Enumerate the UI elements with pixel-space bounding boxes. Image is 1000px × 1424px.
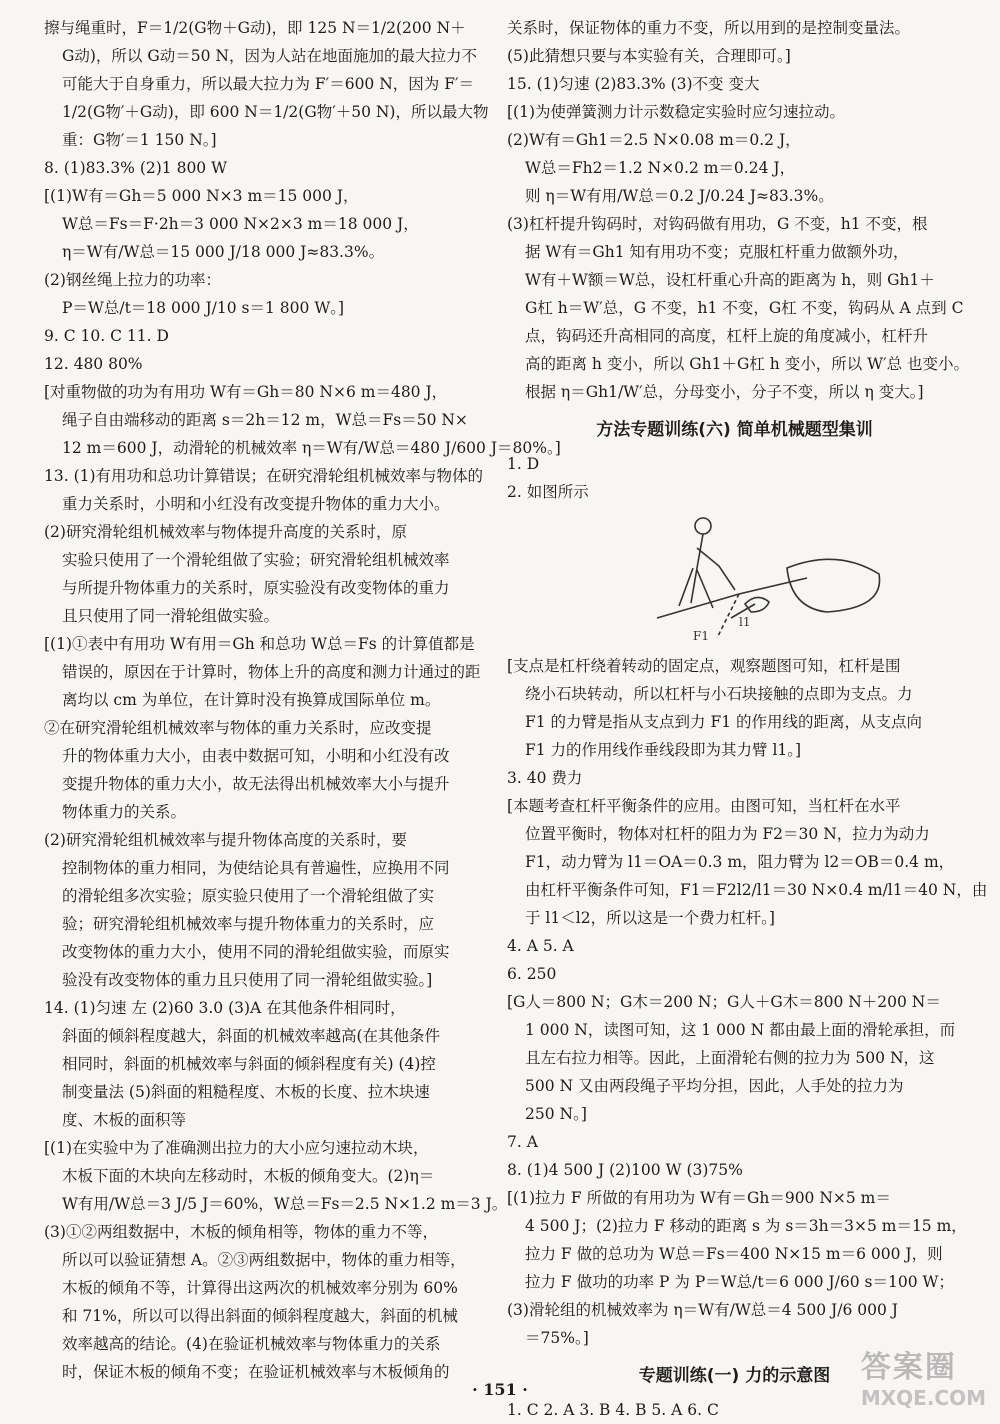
- text-line: (3)滑轮组的机械效率为 η＝W有/W总＝4 500 J/6 000 J: [507, 1301, 899, 1319]
- text-line: 关系时，保证物体的重力不变，所以用到的是控制变量法。: [507, 19, 911, 37]
- text-line: 点，钩码还升高相同的高度，杠杆上旋的角度减小，杠杆升: [525, 327, 929, 345]
- text-line: (2)W有＝Gh1＝2.5 N×0.08 m＝0.2 J，: [507, 131, 801, 149]
- text-line: 变提升物体的重力大小，故无法得出机械效率大小与提升: [62, 775, 450, 793]
- text-line: 12. 480 80%: [44, 355, 143, 373]
- section-title-method-6: 方法专题训练(六) 简单机械题型集训: [596, 420, 873, 440]
- text-line: 3. 40 费力: [507, 769, 583, 787]
- lever-diagram: [507, 508, 962, 648]
- text-line: 于 l1＜l2，所以这是一个费力杠杆。]: [525, 909, 775, 927]
- text-line: 2. 如图所示: [507, 483, 589, 501]
- text-line: 12 m＝600 J，动滑轮的机械效率 η＝W有/W总＝480 J/600 J＝80%。]: [62, 439, 561, 457]
- text-line: 擦与绳重时，F＝1/2(G物＋G动)，即 125 N＝1/2(200 N＋: [44, 19, 466, 37]
- text-line: 且左右拉力相等。因此，上面滑轮右侧的拉力为 500 N，这: [525, 1049, 935, 1067]
- text-line: 据 W有＝Gh1 知有用功不变；克服杠杆重力做额外功，: [525, 243, 909, 261]
- text-line: [(1)W有＝Gh＝5 000 N×3 m＝15 000 J，: [44, 187, 359, 205]
- text-line: 可能大于自身重力，所以最大拉力为 F′＝600 N，因为 F′＝: [62, 75, 474, 93]
- text-line: 则 η＝W有用/W总＝0.2 J/0.24 J≈83.3%。: [525, 187, 834, 205]
- text-line: 高的距离 h 变小，所以 Gh1＋G杠 h 变小，所以 W′总 也变小。: [525, 355, 970, 373]
- text-line: W有用/W总＝3 J/5 J＝60%，W总＝Fs＝2.5 N×1.2 m＝3 J。: [62, 1195, 508, 1213]
- text-line: 和 71%，所以可以得出斜面的倾斜程度越大，斜面的机械: [62, 1307, 458, 1325]
- text-line: 1. D: [507, 455, 540, 473]
- watermark-logo: [861, 1342, 986, 1410]
- text-line: 实验只使用了一个滑轮组做了实验；研究滑轮组机械效率: [62, 551, 450, 569]
- text-line: F1 力的作用线作垂线段即为其力臂 l1。]: [525, 741, 802, 759]
- text-line: W有＋W额＝W总，设杠杆重心升高的距离为 h，则 Gh1＋: [525, 271, 935, 289]
- text-line: F1，动力臂为 l1＝OA＝0.3 m，阻力臂为 l2＝OB＝0.4 m，: [525, 853, 955, 871]
- text-line: 木板下面的木块向左移动时，木板的倾角变大。(2)η＝: [62, 1167, 435, 1185]
- text-line: 500 N 又由两段绳子平均分担，因此，人手处的拉力为: [525, 1077, 904, 1095]
- watermark-url: MXQE.COM: [860, 1386, 986, 1410]
- person-head: [695, 518, 711, 534]
- text-line: 位置平衡时，物体对杠杆的阻力为 F2＝30 N，拉力为动力: [525, 825, 930, 843]
- lever-figure: [507, 508, 962, 648]
- text-line: [(1)为使弹簧测力计示数稳定实验时应匀速拉动。: [507, 103, 846, 121]
- text-line: 错误的，原因在于计算时，物体上升的高度和测力计通过的距: [62, 663, 481, 681]
- text-line: 8. (1)83.3% (2)1 800 W: [44, 159, 228, 177]
- text-line: 重力关系时，小明和小红没有改变提升物体的重力大小。: [62, 495, 450, 513]
- right-mid-text: [507, 450, 962, 506]
- text-line: 15. (1)匀速 (2)83.3% (3)不变 变大: [507, 75, 760, 93]
- text-line: [(1)拉力 F 所做的有用功为 W有＝Gh＝900 N×5 m＝: [507, 1189, 891, 1207]
- text-line: W总＝Fs＝F·2h＝3 000 N×2×3 m＝18 000 J，: [62, 215, 419, 233]
- text-line: 由杠杆平衡条件可知，F1＝F2l2/l1＝30 N×0.4 m/l1＝40 N，由: [525, 881, 988, 899]
- text-line: ②在研究滑轮组机械效率与物体的重力关系时，应改变提: [44, 719, 432, 737]
- text-line: 物体重力的关系。: [62, 803, 187, 821]
- text-line: (3)①②两组数据中，木板的倾角相等，物体的重力不等，: [44, 1223, 438, 1241]
- text-line: (2)研究滑轮组机械效率与物体提升高度的关系时，原: [44, 523, 407, 541]
- text-line: 6. 250: [507, 965, 557, 983]
- text-line: 拉力 F 做功的功率 P 为 P＝W总/t＝6 000 J/60 s＝100 W；: [525, 1273, 954, 1291]
- text-line: 8. (1)4 500 J (2)100 W (3)75%: [507, 1161, 743, 1179]
- text-line: (2)钢丝绳上拉力的功率：: [44, 271, 221, 289]
- text-line: 制变量法 (5)斜面的粗糙程度、木板的长度、拉木块速: [62, 1083, 430, 1101]
- text-line: [对重物做的功为有用功 W有＝Gh＝80 N×6 m＝480 J，: [44, 383, 448, 401]
- text-line: W总＝Fh2＝1.2 N×0.2 m＝0.24 J，: [525, 159, 796, 177]
- text-line: 9. C 10. C 11. D: [44, 327, 169, 345]
- text-line: F1 的力臂是指从支点到力 F1 的作用线的距离，从支点向: [525, 713, 923, 731]
- text-line: η＝W有/W总＝15 000 J/18 000 J≈83.3%。: [62, 243, 385, 261]
- text-line: 相同时，斜面的机械效率与斜面的倾斜程度有关) (4)控: [62, 1055, 436, 1073]
- text-line: 7. A: [507, 1133, 538, 1151]
- text-line: 斜面的倾斜程度越大，斜面的机械效率越高(在其他条件: [62, 1027, 441, 1045]
- text-line: [本题考查杠杆平衡条件的应用。由图可知，当杠杆在水平: [507, 797, 901, 815]
- text-line: 验；研究滑轮组机械效率与提升物体重力的关系时，应: [62, 915, 435, 933]
- text-line: 改变物体的重力大小，使用不同的滑轮组做实验，而原实: [62, 943, 450, 961]
- right-after-figure-text: [507, 652, 988, 1352]
- watermark-text: 答案圈: [860, 1350, 957, 1385]
- right-top-text: [507, 14, 970, 406]
- page-number: · 151 ·: [472, 1380, 528, 1399]
- text-line: 升的物体重力大小，由表中数据可知，小明和小红没有改: [62, 747, 450, 765]
- text-line: 与所提升物体重力的关系时，原实验没有改变物体的重力: [62, 579, 450, 597]
- text-line: 的滑轮组多次实验；原实验只使用了一个滑轮组做了实: [62, 887, 435, 905]
- text-line: 1 000 N，读图可知，这 1 000 N 都由最上面的滑轮承担，而: [525, 1021, 956, 1039]
- text-line: P＝W总/t＝18 000 J/10 s＝1 800 W。]: [62, 299, 345, 317]
- force-label: F1: [693, 629, 709, 643]
- text-line: (3)杠杆提升钩码时，对钩码做有用功，G 不变，h1 不变，根: [507, 215, 928, 233]
- text-line: 13. (1)有用功和总功计算错误；在研究滑轮组机械效率与物体的: [44, 467, 484, 485]
- lever-bar: [657, 578, 807, 618]
- text-line: 1/2(G物′＋G动)，即 600 N＝1/2(G物′＋50 N)，所以最大物: [62, 103, 489, 121]
- text-line: 度、木板的面积等: [62, 1111, 187, 1129]
- text-line: 4. A 5. A: [507, 937, 574, 955]
- text-line: [(1)在实验中为了准确测出拉力的大小应匀速拉动木块，: [44, 1139, 429, 1157]
- text-line: 绕小石块转动，所以杠杆与小石块接触的点即为支点。力: [525, 685, 913, 703]
- text-line: 重：G物′＝1 150 N。]: [62, 131, 217, 149]
- text-line: ＝75%。]: [525, 1329, 589, 1347]
- text-line: [(1)①表中有用功 W有用＝Gh 和总功 W总＝Fs 的计算值都是: [44, 635, 475, 653]
- text-line: G杠 h＝W′总，G 不变，h1 不变，G杠 不变，钩码从 A 点到 C: [525, 299, 964, 317]
- text-line: 14. (1)匀速 左 (2)60 3.0 (3)A 在其他条件相同时，: [44, 999, 406, 1017]
- rock: [787, 559, 880, 612]
- text-line: G动)，所以 G动＝50 N，因为人站在地面施加的最大拉力不: [62, 47, 477, 65]
- stone: [745, 597, 769, 612]
- text-line: [G人＝800 N；G木＝200 N；G人＋G木＝800 N＋200 N＝: [507, 993, 941, 1011]
- text-line: 1. C 2. A 3. B 4. B 5. A 6. C: [507, 1401, 719, 1419]
- text-line: 250 N。]: [525, 1105, 587, 1123]
- right-column: [507, 14, 988, 1424]
- text-line: 绳子自由端移动的距离 s＝2h＝12 m，W总＝Fs＝50 N×: [62, 411, 468, 429]
- text-line: 时，保证木板的倾角不变；在验证机械效率与木板倾角的: [62, 1363, 450, 1381]
- text-line: 控制物体的重力相同，为使结论具有普遍性，应换用不同: [62, 859, 450, 877]
- section-title-topic-1: 专题训练(一) 力的示意图: [638, 1366, 831, 1386]
- text-line: 4 500 J；(2)拉力 F 移动的距离 s 为 s＝3h＝3×5 m＝15 m，: [525, 1217, 967, 1235]
- text-line: (5)此猜想只要与本实验有关，合理即可。]: [507, 47, 791, 65]
- text-line: 所以可以验证猜想 A。②③两组数据中，物体的重力相等，: [62, 1251, 466, 1269]
- text-line: 木板的倾角不等，计算得出这两次的机械效率分别为 60%: [62, 1279, 458, 1297]
- text-line: 离均以 cm 为单位，在计算时没有换算成国际单位 m。: [62, 691, 441, 709]
- text-line: 且只使用了同一滑轮组做实验。: [62, 607, 280, 625]
- text-line: 根据 η＝Gh1/W′总，分母变小，分子不变，所以 η 变大。]: [525, 383, 924, 401]
- text-line: (2)研究滑轮组机械效率与提升物体高度的关系时，要: [44, 831, 407, 849]
- text-line: 验没有改变物体的重力且只使用了同一滑轮组做实验。]: [62, 971, 433, 989]
- text-line: [支点是杠杆绕着转动的固定点，观察题图可知，杠杆是围: [507, 657, 901, 675]
- arm-label: l1: [739, 615, 751, 629]
- text-line: 拉力 F 做的总功为 W总＝Fs＝400 N×15 m＝6 000 J，则: [525, 1245, 943, 1263]
- text-line: 效率越高的结论。(4)在验证机械效率与物体重力的关系: [62, 1335, 441, 1353]
